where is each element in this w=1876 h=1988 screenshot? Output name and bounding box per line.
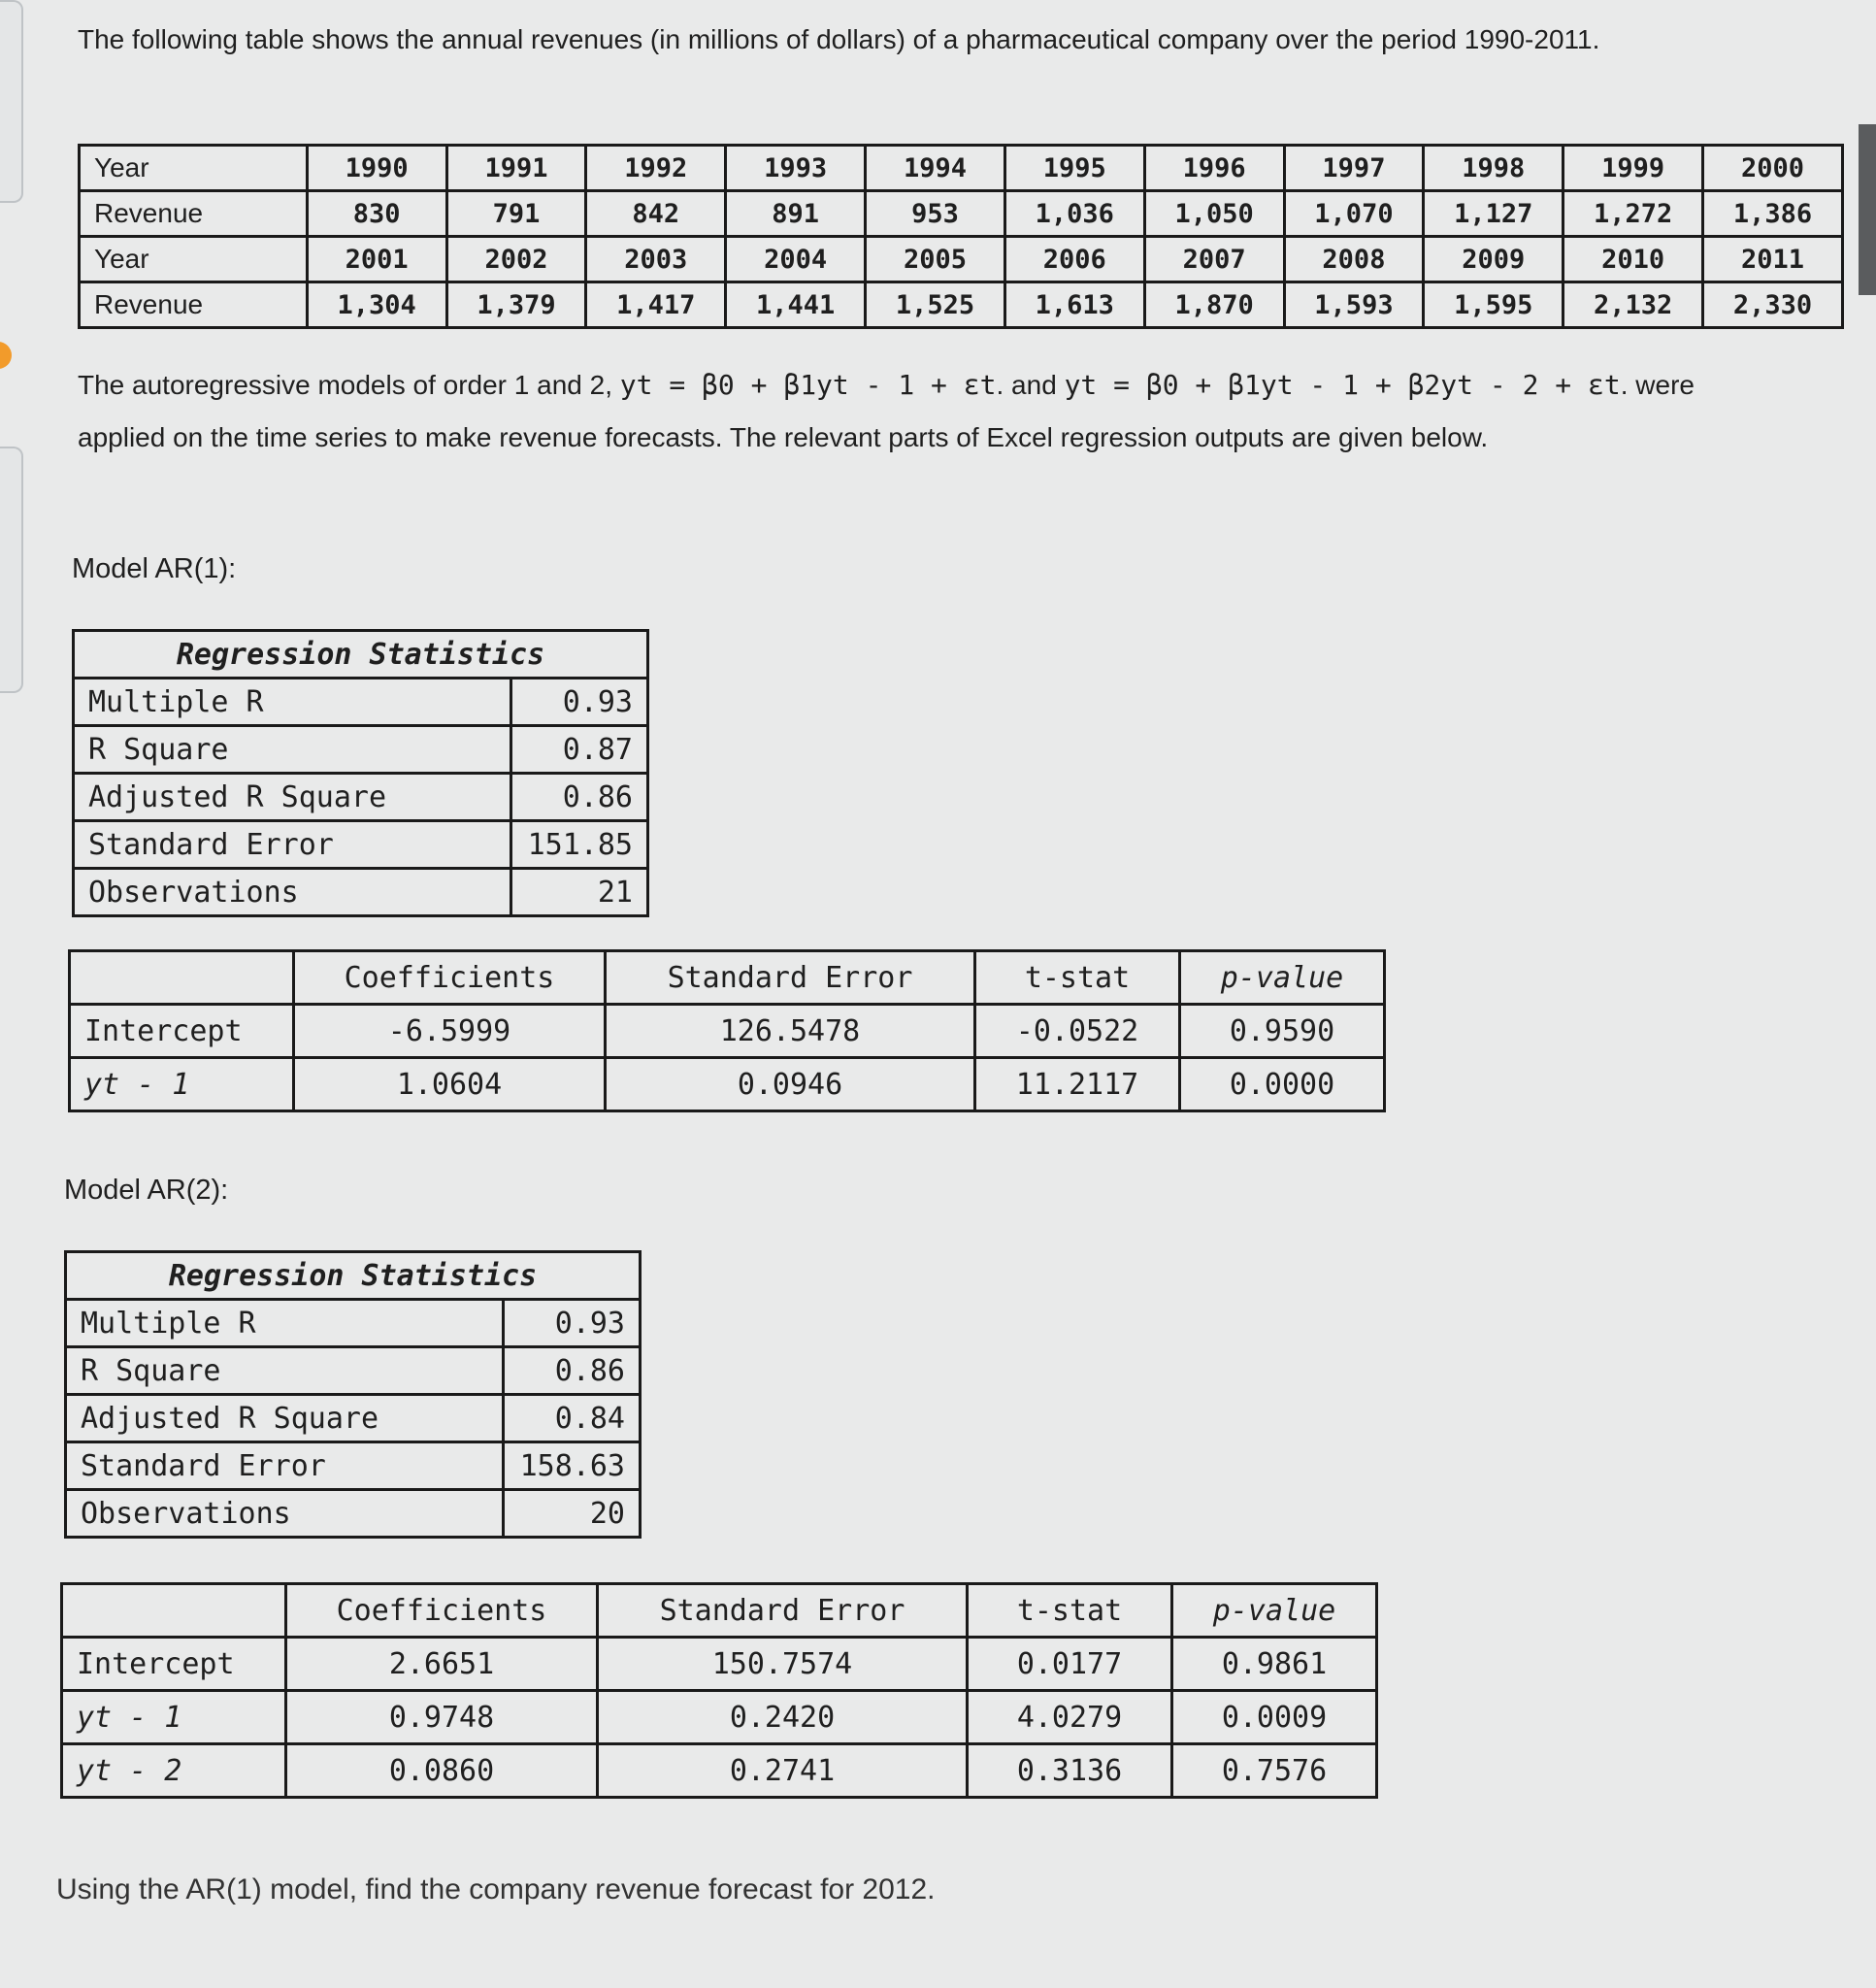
- revenue-cell: 830: [307, 191, 446, 237]
- revenue-cell: 1,127: [1424, 191, 1563, 237]
- tstat-value: 11.2117: [975, 1058, 1180, 1111]
- stderr-value: 126.5478: [606, 1005, 975, 1058]
- year-cell: 2004: [726, 237, 866, 282]
- ar2-equation: yt = β0 + β1yt - 1 + β2yt - 2 + εt: [1064, 369, 1621, 401]
- year-cell: 1994: [866, 146, 1005, 191]
- table-row: [80, 282, 1843, 328]
- header-cell: Standard Error: [606, 951, 975, 1005]
- pvalue-value: 0.0009: [1172, 1691, 1377, 1744]
- table-row: [74, 631, 648, 679]
- stderr-value: 0.2741: [598, 1744, 968, 1798]
- year-cell: 2011: [1703, 237, 1843, 282]
- header-cell: Coefficients: [286, 1584, 598, 1638]
- table-row: [62, 1638, 1377, 1691]
- ar1-label: Model AR(1):: [72, 553, 237, 584]
- revenue-cell: 1,379: [446, 282, 586, 328]
- coef-value: 2.6651: [286, 1638, 598, 1691]
- revenue-cell: 1,595: [1424, 282, 1563, 328]
- table-row: [74, 774, 648, 821]
- stat-value: 21: [511, 869, 648, 916]
- left-edge-tab-2: [0, 447, 23, 693]
- year-cell: 2000: [1703, 146, 1843, 191]
- year-cell: 1992: [586, 146, 726, 191]
- stat-name: Observations: [66, 1490, 504, 1538]
- stat-value: 0.84: [504, 1395, 641, 1442]
- year-cell: 1991: [446, 146, 586, 191]
- ar1-coefficients-table: [68, 949, 1386, 1112]
- year-cell: 2005: [866, 237, 1005, 282]
- stat-value: 0.93: [511, 679, 648, 726]
- stat-name: Adjusted R Square: [74, 774, 511, 821]
- header-cell: [70, 951, 294, 1005]
- coef-value: 1.0604: [294, 1058, 606, 1111]
- year-cell: 2003: [586, 237, 726, 282]
- coef-name: Intercept: [62, 1638, 286, 1691]
- pvalue-value: 0.9590: [1180, 1005, 1385, 1058]
- stat-name: Standard Error: [74, 821, 511, 869]
- revenue-cell: 791: [446, 191, 586, 237]
- table-row: [80, 191, 1843, 237]
- models-description: [78, 359, 1776, 464]
- revenue-cell: 1,070: [1284, 191, 1424, 237]
- table-row: [74, 821, 648, 869]
- header-cell: t-stat: [968, 1584, 1172, 1638]
- intro-text: The following table shows the annual revenues (in millions of dollars) of a pharmaceutical company over the period 1990-2011.: [78, 24, 1600, 54]
- revenue-cell: 842: [586, 191, 726, 237]
- coef-value: 0.9748: [286, 1691, 598, 1744]
- revenue-table: [78, 144, 1844, 329]
- coef-name: Intercept: [70, 1005, 294, 1058]
- stat-name: Standard Error: [66, 1442, 504, 1490]
- revenue-cell: 2,132: [1563, 282, 1703, 328]
- stat-value: 151.85: [511, 821, 648, 869]
- table-row: [62, 1744, 1377, 1798]
- ar1-regression-statistics: [72, 629, 649, 917]
- table-row: [62, 1691, 1377, 1744]
- ar2-coefficients-table: [60, 1582, 1378, 1799]
- table-row: [70, 951, 1385, 1005]
- tstat-value: 4.0279: [968, 1691, 1172, 1744]
- coef-name: yt - 2: [62, 1744, 286, 1798]
- table-row: [62, 1584, 1377, 1638]
- header-cell: p-value: [1180, 951, 1385, 1005]
- stat-name: R Square: [66, 1347, 504, 1395]
- ar2-regression-statistics: [64, 1250, 642, 1539]
- year-cell: 1993: [726, 146, 866, 191]
- tstat-value: 0.0177: [968, 1638, 1172, 1691]
- models-text-part3: . were applied on the time series to make revenue forecasts. The relevant parts of Excel regression outputs are given below.: [78, 370, 1695, 452]
- stat-value: 0.87: [511, 726, 648, 774]
- question-text: Using the AR(1) model, find the company revenue forecast for 2012.: [56, 1873, 936, 1905]
- header-cell: [62, 1584, 286, 1638]
- revenue-cell: 1,441: [726, 282, 866, 328]
- revenue-cell: 1,870: [1144, 282, 1284, 328]
- orange-marker-icon: [0, 342, 12, 369]
- year-cell: 1996: [1144, 146, 1284, 191]
- stat-name: Adjusted R Square: [66, 1395, 504, 1442]
- year-cell: 1997: [1284, 146, 1424, 191]
- pvalue-value: 0.9861: [1172, 1638, 1377, 1691]
- table-row: [66, 1300, 641, 1347]
- table-row: [66, 1490, 641, 1538]
- models-text-part2: . and: [996, 370, 1065, 400]
- tstat-value: 0.3136: [968, 1744, 1172, 1798]
- coef-name: yt - 1: [70, 1058, 294, 1111]
- table-row: [74, 869, 648, 916]
- row-label: Year: [80, 237, 308, 282]
- coef-name: yt - 1: [62, 1691, 286, 1744]
- ar1-equation: yt = β0 + β1yt - 1 + εt: [619, 369, 997, 401]
- header-cell: t-stat: [975, 951, 1180, 1005]
- year-cell: 2010: [1563, 237, 1703, 282]
- pvalue-value: 0.7576: [1172, 1744, 1377, 1798]
- revenue-cell: 1,613: [1004, 282, 1144, 328]
- revenue-cell: 1,525: [866, 282, 1005, 328]
- revenue-cell: 2,330: [1703, 282, 1843, 328]
- revenue-cell: 891: [726, 191, 866, 237]
- tstat-value: -0.0522: [975, 1005, 1180, 1058]
- row-label: Revenue: [80, 191, 308, 237]
- revenue-cell: 1,593: [1284, 282, 1424, 328]
- stat-value: 0.86: [511, 774, 648, 821]
- ar2-label: Model AR(2):: [64, 1175, 229, 1206]
- revenue-cell: 1,036: [1004, 191, 1144, 237]
- stat-name: R Square: [74, 726, 511, 774]
- table-row: [70, 1058, 1385, 1111]
- stat-value: 20: [504, 1490, 641, 1538]
- revenue-cell: 1,050: [1144, 191, 1284, 237]
- revenue-cell: 953: [866, 191, 1005, 237]
- table-row: [74, 679, 648, 726]
- left-edge-tab: [0, 0, 23, 203]
- year-cell: 1990: [307, 146, 446, 191]
- year-cell: 1999: [1563, 146, 1703, 191]
- stat-value: 158.63: [504, 1442, 641, 1490]
- header-cell: Coefficients: [294, 951, 606, 1005]
- stat-value: 0.86: [504, 1347, 641, 1395]
- coef-value: -6.5999: [294, 1005, 606, 1058]
- table-row: [80, 237, 1843, 282]
- year-cell: 2009: [1424, 237, 1563, 282]
- table-row: [66, 1442, 641, 1490]
- table-row: [74, 726, 648, 774]
- header-cell: p-value: [1172, 1584, 1377, 1638]
- stat-name: Multiple R: [66, 1300, 504, 1347]
- stderr-value: 150.7574: [598, 1638, 968, 1691]
- year-cell: 2001: [307, 237, 446, 282]
- table-row: [66, 1395, 641, 1442]
- stat-name: Multiple R: [74, 679, 511, 726]
- table-row: [66, 1252, 641, 1300]
- stderr-value: 0.0946: [606, 1058, 975, 1111]
- year-cell: 1995: [1004, 146, 1144, 191]
- year-cell: 2008: [1284, 237, 1424, 282]
- row-label: Year: [80, 146, 308, 191]
- header-cell: Standard Error: [598, 1584, 968, 1638]
- table-row: [80, 146, 1843, 191]
- table-row: [70, 1005, 1385, 1058]
- revenue-cell: 1,417: [586, 282, 726, 328]
- stats-title: Regression Statistics: [74, 631, 648, 679]
- stderr-value: 0.2420: [598, 1691, 968, 1744]
- year-cell: 2002: [446, 237, 586, 282]
- coef-value: 0.0860: [286, 1744, 598, 1798]
- right-edge-shadow: [1859, 124, 1876, 295]
- year-cell: 1998: [1424, 146, 1563, 191]
- stats-title: Regression Statistics: [66, 1252, 641, 1300]
- year-cell: 2007: [1144, 237, 1284, 282]
- year-cell: 2006: [1004, 237, 1144, 282]
- row-label: Revenue: [80, 282, 308, 328]
- revenue-cell: 1,304: [307, 282, 446, 328]
- revenue-cell: 1,272: [1563, 191, 1703, 237]
- pvalue-value: 0.0000: [1180, 1058, 1385, 1111]
- table-row: [66, 1347, 641, 1395]
- stat-name: Observations: [74, 869, 511, 916]
- models-text-part1: The autoregressive models of order 1 and 2,: [78, 370, 620, 400]
- revenue-cell: 1,386: [1703, 191, 1843, 237]
- stat-value: 0.93: [504, 1300, 641, 1347]
